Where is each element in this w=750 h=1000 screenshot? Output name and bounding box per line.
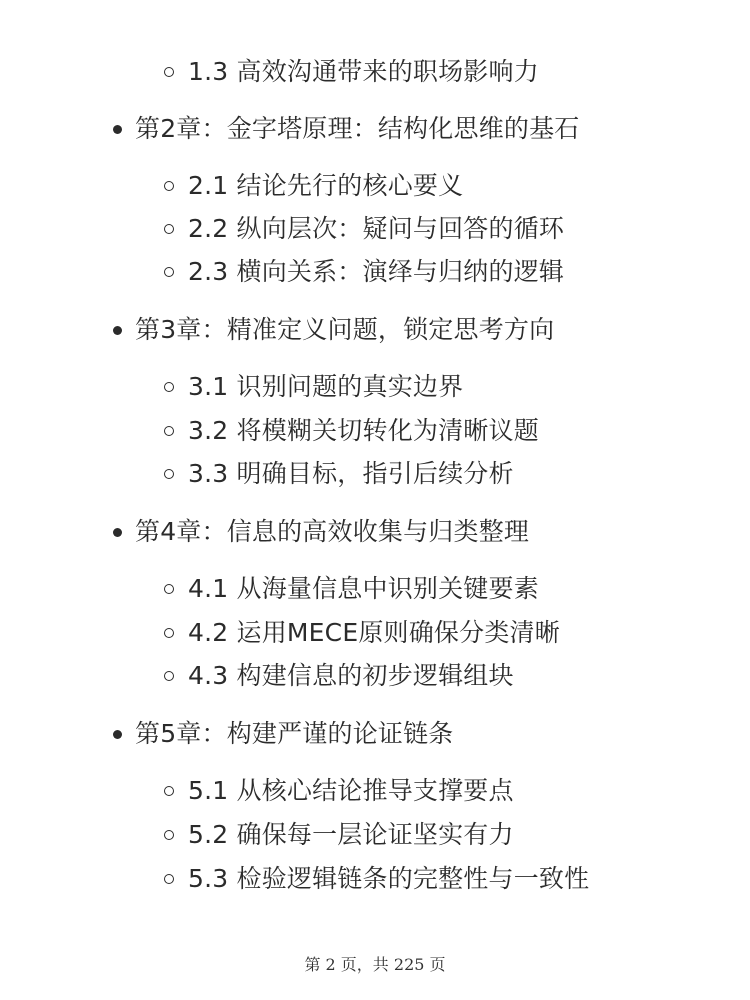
hollow-bullet-icon	[164, 224, 174, 234]
page-number-footer: 第 2 页，共 225 页	[304, 955, 446, 974]
hollow-bullet-icon	[164, 267, 174, 277]
outline-item-text: 第2章：金字塔原理：结构化思维的基石	[135, 114, 580, 143]
outline-subitem-2-1	[164, 171, 463, 201]
hollow-bullet-icon	[164, 874, 174, 884]
outline-subitem-4-3	[164, 661, 514, 691]
outline-chapter-3	[113, 315, 554, 345]
outline-item-text: 第3章：精准定义问题，锁定思考方向	[135, 315, 555, 344]
hollow-bullet-icon	[164, 181, 174, 191]
filled-bullet-icon	[113, 730, 122, 739]
hollow-bullet-icon	[164, 469, 174, 479]
outline-subitem-1-3	[164, 57, 539, 87]
outline-item-text: 2.3 横向关系：演绎与归纳的逻辑	[188, 257, 565, 286]
outline-item-text: 5.1 从核心结论推导支撑要点	[188, 776, 514, 805]
outline-chapter-4	[113, 517, 529, 547]
outline-subitem-4-1	[164, 574, 539, 604]
hollow-bullet-icon	[164, 786, 174, 796]
outline-item-text: 第5章：构建严谨的论证链条	[135, 719, 454, 748]
outline-subitem-5-1	[164, 776, 514, 806]
outline-item-text: 5.3 检验逻辑链条的完整性与一致性	[188, 864, 590, 893]
outline-item-text: 3.2 将模糊关切转化为清晰议题	[188, 416, 539, 445]
hollow-bullet-icon	[164, 382, 174, 392]
outline-item-text: 2.1 结论先行的核心要义	[188, 171, 464, 200]
hollow-bullet-icon	[164, 628, 174, 638]
outline-item-text: 5.2 确保每一层论证坚实有力	[188, 820, 514, 849]
outline-item-text: 4.2 运用MECE原则确保分类清晰	[188, 618, 560, 647]
outline-subitem-3-2	[164, 416, 539, 446]
outline-subitem-3-3	[164, 459, 514, 489]
outline-subitem-5-3	[164, 864, 589, 894]
outline-item-text: 2.2 纵向层次：疑问与回答的循环	[188, 214, 565, 243]
outline-subitem-4-2	[164, 618, 560, 648]
outline-item-text: 3.1 识别问题的真实边界	[188, 372, 464, 401]
hollow-bullet-icon	[164, 830, 174, 840]
outline-subitem-5-2	[164, 820, 514, 850]
hollow-bullet-icon	[164, 67, 174, 77]
outline-item-text: 4.1 从海量信息中识别关键要素	[188, 574, 539, 603]
outline-subitem-2-3	[164, 257, 564, 287]
filled-bullet-icon	[113, 125, 122, 134]
filled-bullet-icon	[113, 528, 122, 537]
outline-item-text: 3.3 明确目标，指引后续分析	[188, 459, 514, 488]
hollow-bullet-icon	[164, 671, 174, 681]
outline-chapter-5	[113, 719, 454, 749]
outline-subitem-3-1	[164, 372, 463, 402]
outline-item-text: 4.3 构建信息的初步逻辑组块	[188, 661, 514, 690]
hollow-bullet-icon	[164, 426, 174, 436]
hollow-bullet-icon	[164, 584, 174, 594]
outline-subitem-2-2	[164, 214, 564, 244]
outline-item-text: 1.3 高效沟通带来的职场影响力	[188, 57, 539, 86]
outline-chapter-2	[113, 114, 580, 144]
outline-item-text: 第4章：信息的高效收集与归类整理	[135, 517, 530, 546]
filled-bullet-icon	[113, 326, 122, 335]
